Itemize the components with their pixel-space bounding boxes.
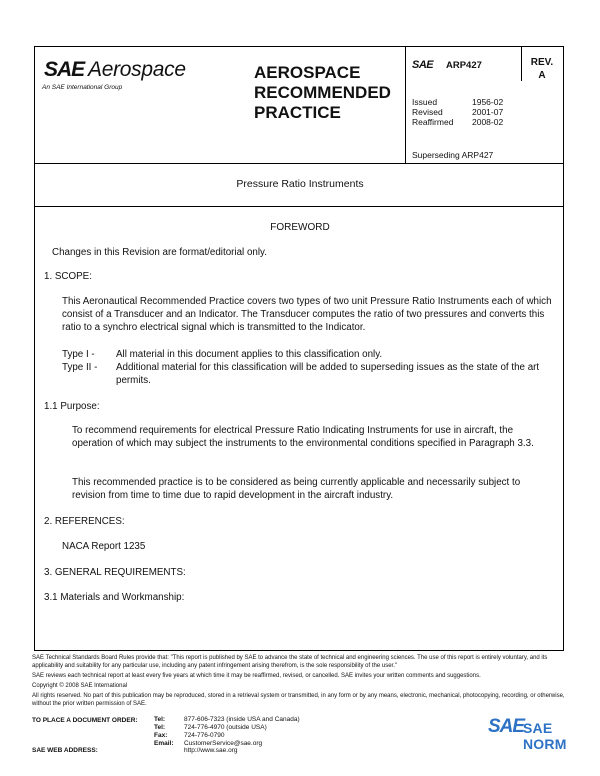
web-address-label: SAE WEB ADDRESS:	[32, 747, 98, 754]
sae-logo: SAE	[44, 58, 85, 81]
revision-value: A	[538, 70, 546, 81]
section-3-heading: 3. GENERAL REQUIREMENTS:	[44, 567, 186, 578]
revised-row	[412, 107, 503, 117]
date-value: 2001-07	[472, 107, 504, 117]
type-1-label: Type I -	[62, 349, 95, 360]
section-2-text: NACA Report 1235	[62, 541, 146, 552]
footer-rights: All rights reserved. No part of this publication may be reproduced, stored in a retrieval system or transmitted, in any form or by any means, electronic, mechanical, photocopying, recording, or otherwise, without the prior written permission of SAE.	[32, 693, 565, 707]
contact-row	[154, 724, 267, 731]
document-subject: Pressure Ratio Instruments	[236, 178, 364, 190]
contact-row	[154, 740, 262, 747]
foreword-text: Changes in this Revision are format/editorial only.	[52, 247, 267, 258]
section-1-1-heading: 1.1 Purpose:	[44, 401, 100, 412]
footer-copyright: Copyright © 2008 SAE International	[32, 683, 128, 689]
date-label: Issued	[412, 97, 438, 107]
document-type-title: AEROSPACE RECOMMENDED PRACTICE	[254, 63, 391, 122]
contact-value: 877-606-7323 (inside USA and Canada)	[184, 716, 300, 723]
logo-subtitle: An SAE International Group	[42, 84, 123, 91]
purpose-paragraph-2: This recommended practice is to be considered as being currently applicable and necessarily subject to revision from time to time due to rapid development in the aircraft industry.	[72, 477, 521, 501]
order-label: TO PLACE A DOCUMENT ORDER:	[32, 717, 138, 724]
section-1-heading: 1. SCOPE:	[44, 271, 92, 282]
contact-row	[154, 732, 224, 739]
contact-email[interactable]: CustomerService@sae.org	[184, 740, 263, 747]
footer-review-note: SAE reviews each technical report at least every five years at which time it may be reaffirmed, revised, or cancelled. SAE invites your written comments and suggestions.	[32, 673, 481, 679]
section-3-1-heading: 3.1 Materials and Workmanship:	[44, 592, 185, 603]
rev-divider	[521, 47, 522, 81]
type-2-text: Additional material for this classification will be added to superseding issues as the state of the art permits.	[116, 362, 540, 386]
section-1-text: This Aeronautical Recommended Practice covers two types of two unit Pressure Ratio Instruments each of which consist of a Transducer and an Indicator. The Transducer computes the ratio of two pressures and converts this ratio to a synchro electrical signal which is transmitted to the Indicator.	[62, 296, 552, 333]
date-label: Reaffirmed	[412, 117, 454, 127]
contact-value: 724-776-4970 (outside USA)	[184, 724, 267, 731]
sae-small-logo: SAE	[412, 59, 434, 71]
document-number: ARP427	[446, 60, 482, 71]
date-label: Revised	[412, 107, 443, 117]
contact-row	[154, 716, 300, 723]
date-value: 1956-02	[472, 97, 504, 107]
aerospace-logo-text: Aerospace	[88, 58, 186, 81]
superseding-text: Superseding ARP427	[412, 150, 494, 160]
web-address-link[interactable]: http://www.sae.org	[184, 747, 238, 754]
type-2-label: Type II -	[62, 362, 98, 373]
issued-row	[412, 97, 503, 107]
contact-key: Email:	[154, 740, 174, 747]
date-value: 2008-02	[472, 117, 504, 127]
contact-key: Tel:	[154, 716, 166, 723]
header-divider	[405, 47, 406, 163]
contact-value: 724-776-0790	[184, 732, 225, 739]
footer-rules-note: SAE Technical Standards Board Rules provide that: "This report is published by SAE to advance the state of technical and engineering sciences. The use of this report is entirely voluntary, and its applicability and suitability for any particular use, including any patent infringement arising therefrom, is the sole responsibility of the user."	[32, 655, 548, 669]
foreword-title: FOREWORD	[270, 222, 330, 233]
contact-key: Fax:	[154, 732, 168, 739]
reaffirmed-row	[412, 117, 503, 127]
section-2-heading: 2. REFERENCES:	[44, 516, 125, 527]
purpose-paragraph-1: To recommend requirements for electrical Pressure Ratio Indicating Instruments for use in aircraft, the operation of which may subject the instruments to the environmental conditions specified in Paragraph 3.3.	[72, 425, 534, 449]
revision-label: REV.	[530, 57, 554, 68]
type-1-text: All material in this document applies to this classification only.	[116, 349, 383, 360]
sae-norm-text: SAE NORM	[523, 720, 567, 752]
sae-norm-logo: SAE	[488, 716, 525, 737]
contact-key: Tel:	[154, 724, 166, 731]
